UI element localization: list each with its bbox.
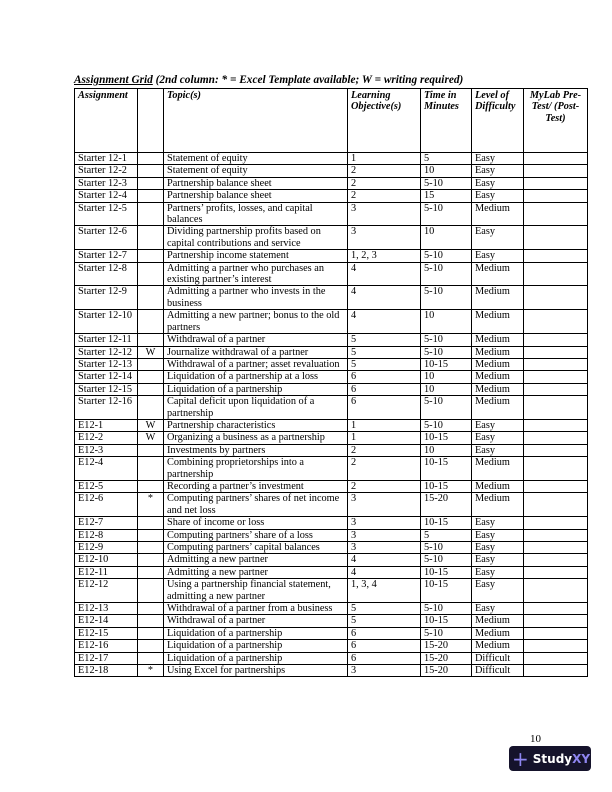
table-cell: [138, 310, 164, 334]
table-cell: [524, 603, 588, 615]
table-cell: 1, 2, 3: [348, 250, 421, 262]
table-cell: Withdrawal of a partner: [164, 615, 348, 627]
table-cell: 3: [348, 665, 421, 677]
table-row: [75, 542, 588, 554]
table-cell: [138, 457, 164, 481]
table-cell: [138, 165, 164, 177]
table-cell: Computing partners’ capital balances: [164, 542, 348, 554]
table-cell: 5: [348, 603, 421, 615]
table-cell: Starter 12-5: [75, 202, 138, 226]
table-cell: [138, 383, 164, 395]
table-cell: 10-15: [421, 615, 472, 627]
table-cell: Liquidation of a partnership: [164, 640, 348, 652]
table-cell: E12-8: [75, 529, 138, 541]
table-cell: Easy: [472, 190, 524, 202]
table-cell: Starter 12-9: [75, 286, 138, 310]
table-cell: [524, 627, 588, 639]
table-cell: Starter 12-13: [75, 358, 138, 370]
table-cell: 3: [348, 542, 421, 554]
table-row: [75, 457, 588, 481]
table-cell: [524, 615, 588, 627]
table-cell: Medium: [472, 358, 524, 370]
table-row: [75, 627, 588, 639]
table-cell: 10: [421, 310, 472, 334]
table-cell: [524, 334, 588, 346]
table-cell: Share of income or loss: [164, 517, 348, 529]
table-cell: 1: [348, 419, 421, 431]
page-number: 10: [530, 733, 541, 745]
table-cell: [524, 371, 588, 383]
table-cell: E12-11: [75, 566, 138, 578]
table-cell: [138, 554, 164, 566]
table-cell: [524, 153, 588, 165]
table-cell: W: [138, 346, 164, 358]
table-cell: W: [138, 432, 164, 444]
table-cell: 6: [348, 627, 421, 639]
table-cell: *: [138, 493, 164, 517]
table-cell: Liquidation of a partnership: [164, 383, 348, 395]
table-cell: Combining proprietorships into a partnership: [164, 457, 348, 481]
table-cell: E12-16: [75, 640, 138, 652]
table-cell: [524, 250, 588, 262]
table-cell: 10: [421, 444, 472, 456]
table-cell: [524, 177, 588, 189]
table-cell: 5-10: [421, 177, 472, 189]
table-cell: 10: [421, 226, 472, 250]
table-cell: 5-10: [421, 202, 472, 226]
table-cell: 2: [348, 177, 421, 189]
table-cell: [524, 383, 588, 395]
table-cell: Partnership characteristics: [164, 419, 348, 431]
table-cell: 2: [348, 444, 421, 456]
table-cell: 4: [348, 554, 421, 566]
table-cell: E12-17: [75, 652, 138, 664]
table-cell: E12-13: [75, 603, 138, 615]
table-cell: 5-10: [421, 346, 472, 358]
table-cell: Easy: [472, 444, 524, 456]
table-cell: Admitting a new partner: [164, 554, 348, 566]
table-cell: Starter 12-12: [75, 346, 138, 358]
table-row: [75, 419, 588, 431]
table-cell: [138, 517, 164, 529]
table-cell: Starter 12-7: [75, 250, 138, 262]
table-cell: 10: [421, 371, 472, 383]
header-cell: Time in Minutes: [421, 89, 472, 153]
table-cell: [138, 652, 164, 664]
table-cell: Partnership balance sheet: [164, 177, 348, 189]
table-cell: 15-20: [421, 640, 472, 652]
table-cell: Easy: [472, 529, 524, 541]
table-row: [75, 334, 588, 346]
table-cell: [524, 396, 588, 420]
table-cell: Withdrawal of a partner; asset revaluation: [164, 358, 348, 370]
table-cell: 10: [421, 383, 472, 395]
table-row: [75, 579, 588, 603]
table-cell: [524, 529, 588, 541]
table-cell: [524, 579, 588, 603]
table-cell: Starter 12-11: [75, 334, 138, 346]
table-cell: [524, 554, 588, 566]
assignment-grid-table: [74, 88, 588, 677]
table-cell: Recording a partner’s investment: [164, 480, 348, 492]
table-cell: 6: [348, 652, 421, 664]
table-cell: 4: [348, 310, 421, 334]
table-cell: Medium: [472, 346, 524, 358]
table-cell: [524, 652, 588, 664]
table-cell: 5-10: [421, 396, 472, 420]
table-cell: [138, 640, 164, 652]
table-cell: 1, 3, 4: [348, 579, 421, 603]
table-cell: [524, 457, 588, 481]
table-cell: [524, 542, 588, 554]
table-cell: [138, 334, 164, 346]
table-cell: Difficult: [472, 665, 524, 677]
table-cell: Medium: [472, 202, 524, 226]
table-cell: [524, 202, 588, 226]
table-row: [75, 493, 588, 517]
table-row: [75, 383, 588, 395]
table-cell: Medium: [472, 286, 524, 310]
table-cell: 10-15: [421, 432, 472, 444]
table-cell: Easy: [472, 165, 524, 177]
table-cell: Easy: [472, 432, 524, 444]
table-cell: 4: [348, 262, 421, 286]
table-cell: Statement of equity: [164, 165, 348, 177]
table-cell: [138, 371, 164, 383]
table-cell: 5-10: [421, 334, 472, 346]
table-cell: E12-18: [75, 665, 138, 677]
table-cell: Partnership income statement: [164, 250, 348, 262]
table-cell: Medium: [472, 334, 524, 346]
table-cell: [524, 165, 588, 177]
table-cell: 6: [348, 640, 421, 652]
table-cell: [524, 444, 588, 456]
table-cell: Easy: [472, 603, 524, 615]
table-cell: 5: [421, 153, 472, 165]
table-cell: *: [138, 665, 164, 677]
table-cell: 15: [421, 190, 472, 202]
table-cell: [138, 444, 164, 456]
table-cell: 2: [348, 480, 421, 492]
table-row: [75, 262, 588, 286]
table-cell: [138, 566, 164, 578]
table-cell: [138, 262, 164, 286]
title-note: (2nd column: * = Excel Template available; W = writing required): [152, 74, 464, 86]
table-cell: 5-10: [421, 627, 472, 639]
table-cell: 10-15: [421, 358, 472, 370]
table-cell: Starter 12-16: [75, 396, 138, 420]
table-row: [75, 346, 588, 358]
table-cell: [524, 640, 588, 652]
table-row: [75, 517, 588, 529]
table-row: [75, 566, 588, 578]
table-cell: Medium: [472, 627, 524, 639]
table-cell: Easy: [472, 579, 524, 603]
table-cell: [524, 310, 588, 334]
table-cell: 5: [348, 358, 421, 370]
table-cell: Using a partnership financial statement, admitting a new partner: [164, 579, 348, 603]
table-cell: 1: [348, 153, 421, 165]
table-cell: Organizing a business as a partnership: [164, 432, 348, 444]
table-row: [75, 554, 588, 566]
table-cell: [138, 529, 164, 541]
table-cell: [138, 603, 164, 615]
header-cell: Assignment: [75, 89, 138, 153]
table-cell: Liquidation of a partnership: [164, 627, 348, 639]
table-cell: Medium: [472, 615, 524, 627]
table-cell: Liquidation of a partnership at a loss: [164, 371, 348, 383]
table-cell: Medium: [472, 310, 524, 334]
table-row: [75, 286, 588, 310]
table-cell: Easy: [472, 226, 524, 250]
table-cell: Dividing partnership profits based on capital contributions and service: [164, 226, 348, 250]
table-cell: Starter 12-8: [75, 262, 138, 286]
table-cell: Medium: [472, 371, 524, 383]
table-cell: [524, 432, 588, 444]
table-cell: 3: [348, 202, 421, 226]
table-cell: E12-7: [75, 517, 138, 529]
table-cell: 5: [348, 615, 421, 627]
table-cell: 15-20: [421, 493, 472, 517]
table-cell: 5-10: [421, 286, 472, 310]
table-cell: E12-4: [75, 457, 138, 481]
table-row: [75, 177, 588, 189]
table-cell: Starter 12-3: [75, 177, 138, 189]
table-cell: [524, 190, 588, 202]
table-cell: W: [138, 419, 164, 431]
table-row: [75, 250, 588, 262]
table-cell: [524, 480, 588, 492]
table-cell: Starter 12-15: [75, 383, 138, 395]
table-cell: 5-10: [421, 542, 472, 554]
table-cell: Admitting a new partner; bonus to the old partners: [164, 310, 348, 334]
table-row: [75, 444, 588, 456]
table-row: [75, 165, 588, 177]
table-cell: Starter 12-4: [75, 190, 138, 202]
table-cell: Journalize withdrawal of a partner: [164, 346, 348, 358]
table-cell: [138, 226, 164, 250]
table-cell: [138, 480, 164, 492]
table-cell: Medium: [472, 457, 524, 481]
table-cell: 10-15: [421, 517, 472, 529]
grid-title: [74, 74, 463, 86]
table-cell: 15-20: [421, 652, 472, 664]
table-cell: 5-10: [421, 554, 472, 566]
table-cell: E12-5: [75, 480, 138, 492]
table-cell: 3: [348, 517, 421, 529]
table-cell: E12-14: [75, 615, 138, 627]
header-cell: MyLab Pre-Test/ (Post-Test): [524, 89, 588, 153]
table-cell: [138, 579, 164, 603]
table-cell: Using Excel for partnerships: [164, 665, 348, 677]
table-cell: 1: [348, 432, 421, 444]
table-cell: 10-15: [421, 457, 472, 481]
table-cell: Easy: [472, 177, 524, 189]
table-cell: Partnership balance sheet: [164, 190, 348, 202]
table-cell: 5-10: [421, 419, 472, 431]
table-cell: 6: [348, 383, 421, 395]
table-cell: Medium: [472, 640, 524, 652]
table-row: [75, 432, 588, 444]
table-cell: 10: [421, 165, 472, 177]
table-cell: Statement of equity: [164, 153, 348, 165]
plus-icon: +: [512, 746, 529, 771]
table-row: [75, 529, 588, 541]
table-cell: [524, 346, 588, 358]
table-cell: [138, 190, 164, 202]
table-cell: 3: [348, 529, 421, 541]
table-cell: 6: [348, 396, 421, 420]
table-cell: [524, 358, 588, 370]
table-cell: Medium: [472, 396, 524, 420]
table-cell: 3: [348, 493, 421, 517]
table-cell: [524, 286, 588, 310]
table-cell: Capital deficit upon liquidation of a partnership: [164, 396, 348, 420]
table-cell: E12-2: [75, 432, 138, 444]
table-cell: Starter 12-6: [75, 226, 138, 250]
table-cell: E12-12: [75, 579, 138, 603]
table-cell: [138, 286, 164, 310]
table-cell: [524, 226, 588, 250]
logo-text-accent: XY: [572, 751, 591, 766]
table-cell: Investments by partners: [164, 444, 348, 456]
table-cell: E12-3: [75, 444, 138, 456]
table-cell: 5: [421, 529, 472, 541]
table-row: [75, 226, 588, 250]
table-row: [75, 665, 588, 677]
table-row: [75, 190, 588, 202]
table-cell: [524, 665, 588, 677]
table-cell: 3: [348, 226, 421, 250]
table-row: [75, 358, 588, 370]
table-cell: Admitting a new partner: [164, 566, 348, 578]
table-cell: [138, 177, 164, 189]
logo-text: Study: [532, 751, 573, 766]
table-cell: Starter 12-14: [75, 371, 138, 383]
table-cell: 5: [348, 346, 421, 358]
table-cell: Partners’ profits, losses, and capital balances: [164, 202, 348, 226]
table-cell: 5-10: [421, 603, 472, 615]
table-row: [75, 396, 588, 420]
table-cell: Easy: [472, 250, 524, 262]
table-cell: [138, 358, 164, 370]
table-cell: Easy: [472, 153, 524, 165]
table-cell: 10-15: [421, 566, 472, 578]
table-cell: Admitting a partner who purchases an existing partner’s interest: [164, 262, 348, 286]
table-cell: 5-10: [421, 250, 472, 262]
studyxy-logo[interactable]: [509, 746, 591, 771]
table-cell: 10-15: [421, 480, 472, 492]
table-row: [75, 480, 588, 492]
table-cell: [524, 517, 588, 529]
title-main: Assignment Grid: [74, 74, 153, 86]
table-cell: [138, 615, 164, 627]
table-row: [75, 615, 588, 627]
header-cell: Topic(s): [164, 89, 348, 153]
table-cell: Admitting a partner who invests in the business: [164, 286, 348, 310]
table-row: [75, 603, 588, 615]
table-cell: E12-1: [75, 419, 138, 431]
table-cell: 2: [348, 190, 421, 202]
table-cell: 15-20: [421, 665, 472, 677]
table-cell: 4: [348, 566, 421, 578]
table-row: [75, 310, 588, 334]
header-cell: Learning Objective(s): [348, 89, 421, 153]
table-cell: 4: [348, 286, 421, 310]
table-cell: Liquidation of a partnership: [164, 652, 348, 664]
table-cell: E12-10: [75, 554, 138, 566]
table-cell: [138, 153, 164, 165]
table-cell: Medium: [472, 262, 524, 286]
table-cell: E12-9: [75, 542, 138, 554]
table-cell: [524, 566, 588, 578]
table-cell: [138, 627, 164, 639]
table-cell: Easy: [472, 542, 524, 554]
table-cell: Difficult: [472, 652, 524, 664]
table-row: [75, 652, 588, 664]
header-cell: Level of Difficulty: [472, 89, 524, 153]
table-cell: [138, 396, 164, 420]
table-cell: 2: [348, 457, 421, 481]
table-row: [75, 640, 588, 652]
table-cell: 5-10: [421, 262, 472, 286]
table-cell: Medium: [472, 383, 524, 395]
table-cell: Medium: [472, 493, 524, 517]
table-row: [75, 371, 588, 383]
table-cell: [138, 250, 164, 262]
table-row: [75, 153, 588, 165]
table-cell: 6: [348, 371, 421, 383]
table-cell: Computing partners’ share of a loss: [164, 529, 348, 541]
table-cell: 2: [348, 165, 421, 177]
table-cell: Starter 12-2: [75, 165, 138, 177]
table-cell: [138, 202, 164, 226]
table-cell: Starter 12-10: [75, 310, 138, 334]
table-cell: Withdrawal of a partner from a business: [164, 603, 348, 615]
table-cell: Easy: [472, 419, 524, 431]
header-row: [75, 89, 588, 153]
table-cell: 5: [348, 334, 421, 346]
table-cell: [138, 542, 164, 554]
table-cell: 10-15: [421, 579, 472, 603]
table-cell: [524, 419, 588, 431]
table-cell: [524, 262, 588, 286]
header-cell: [138, 89, 164, 153]
table-cell: Computing partners’ shares of net income and net loss: [164, 493, 348, 517]
table-cell: [524, 493, 588, 517]
table-cell: E12-15: [75, 627, 138, 639]
table-cell: Easy: [472, 566, 524, 578]
table-cell: Easy: [472, 517, 524, 529]
table-cell: Withdrawal of a partner: [164, 334, 348, 346]
table-cell: E12-6: [75, 493, 138, 517]
table-cell: Medium: [472, 480, 524, 492]
table-cell: Easy: [472, 554, 524, 566]
table-cell: Starter 12-1: [75, 153, 138, 165]
table-row: [75, 202, 588, 226]
